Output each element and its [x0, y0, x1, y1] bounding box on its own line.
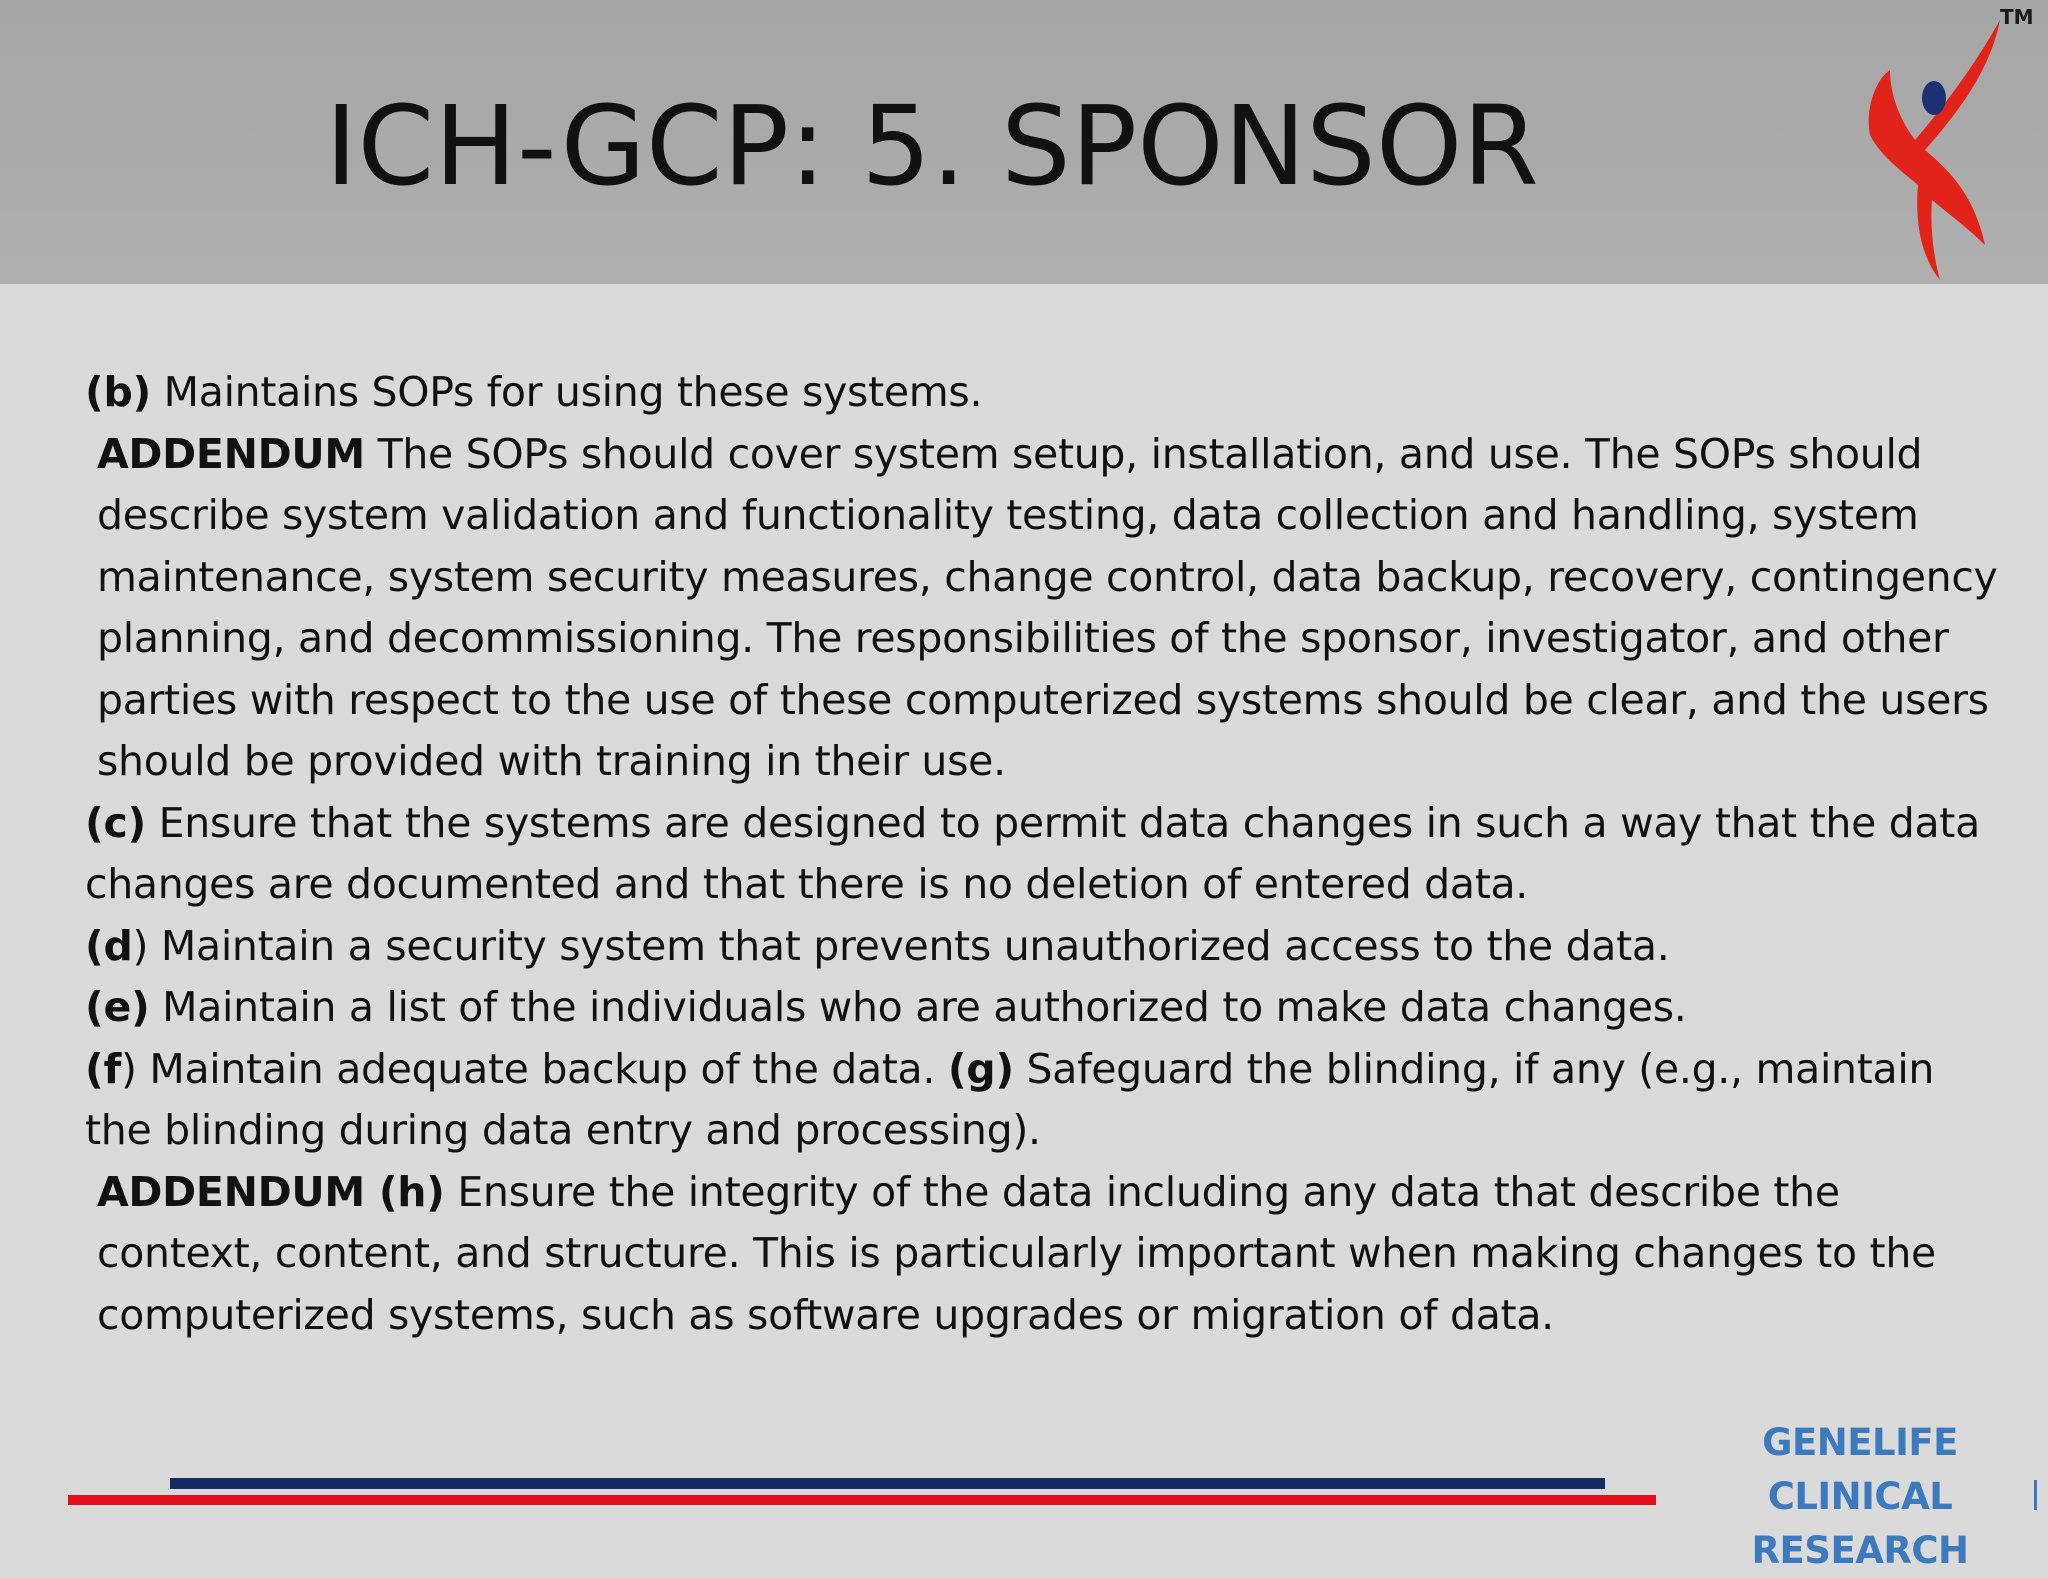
brand-wordmark — [1675, 1416, 2045, 1578]
item-d-label: (d — [85, 921, 133, 970]
item-c — [85, 793, 2010, 916]
item-e — [85, 977, 2010, 1039]
addendum-sops — [85, 424, 2010, 793]
footer-divider — [2034, 1480, 2037, 1510]
item-f-g — [85, 1039, 2010, 1162]
brand-line-1: GENELIFE CLINICAL — [1762, 1421, 1958, 1518]
item-c-label: (c) — [85, 798, 146, 847]
addendum-sops-label: ADDENDUM — [97, 429, 365, 478]
item-f-text: ) Maintain adequate backup of the data. — [120, 1044, 948, 1093]
item-d — [85, 916, 2010, 978]
item-f-label: (f — [85, 1044, 121, 1093]
item-e-label: (e) — [85, 983, 150, 1031]
genelife-person-logo-icon — [1830, 0, 2048, 284]
addendum-sops-text: The SOPs should cover system setup, installation, and use. The SOPs should describe system validation and functionality testing, data collection and handling, system maintenance, system security measures, change control, data backup, recovery, contingency planning, and decommissioning. The responsibilities of the sponsor, investigator, and other parties with respect to the use of these computerized systems should be clear, and the users should be provided with training in their use. — [97, 429, 1998, 785]
item-g-label: (g) — [947, 1044, 1014, 1093]
slide-title: ICH-GCP: 5. SPONSOR — [325, 82, 1539, 210]
addendum-h-text: Ensure the integrity of the data including any data that describe the context, content, and structure. This is particularly important when making changes to the computerized systems, such as software upgrades or migration of data. — [97, 1167, 1936, 1339]
footer-rule-navy — [170, 1478, 1605, 1489]
item-g-text: Safeguard the blinding, if any (e.g., maintain the blinding during data entry and processing). — [85, 1044, 1935, 1154]
item-b — [85, 362, 2010, 424]
addendum-h-label: ADDENDUM (h) — [97, 1167, 445, 1216]
item-b-label: (b) — [85, 368, 151, 416]
footer-rule-red — [68, 1495, 1656, 1505]
item-d-text: ) Maintain a security system that prevents unauthorized access to the data. — [132, 921, 1670, 970]
slide-body — [85, 362, 2010, 1346]
trademark-mark: TM — [2000, 5, 2034, 29]
addendum-h — [85, 1162, 2010, 1347]
item-b-text: Maintains SOPs for using these systems. — [150, 368, 983, 416]
brand-line-2: RESEARCH — [1751, 1529, 1969, 1572]
item-c-text: Ensure that the systems are designed to permit data changes in such a way that the data changes are documented and that there is no deletion of entered data. — [85, 798, 1980, 908]
slide-header — [0, 0, 2048, 284]
item-e-text: Maintain a list of the individuals who are authorized to make data changes. — [149, 983, 1687, 1031]
